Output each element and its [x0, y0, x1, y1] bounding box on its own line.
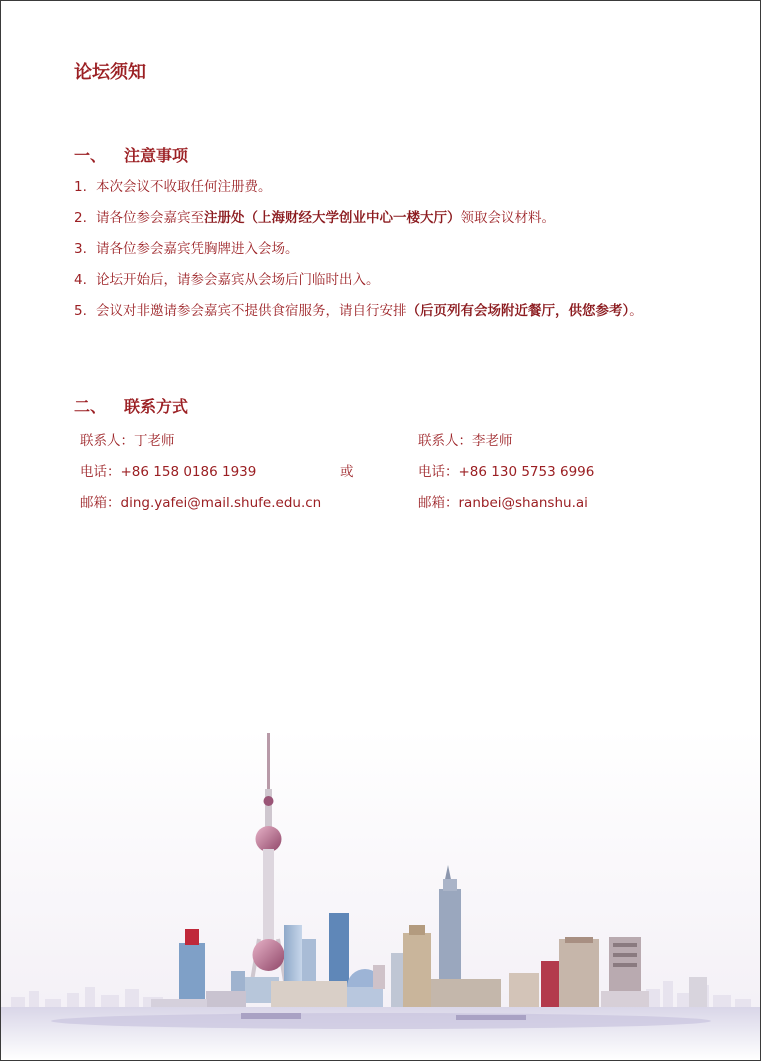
item-emphasis: （后页列有会场附近餐厅，供您参考） [406, 303, 630, 319]
item-emphasis: 注册处（上海财经大学创业中心一楼大厅） [204, 210, 461, 226]
section-number: 一、 [74, 146, 107, 165]
item-text: 请各位参会嘉宾至 [96, 210, 204, 226]
shanghai-skyline-illustration [1, 729, 760, 1060]
right-contact-email[interactable]: 邮箱：ranbei@shanshu.ai [418, 495, 588, 511]
right-contact-person: 联系人：李老师 [418, 433, 513, 449]
section-title: 联系方式 [124, 397, 189, 416]
list-item [74, 240, 643, 271]
list-item [74, 209, 643, 240]
item-text: 领取会议材料。 [460, 210, 555, 226]
or-separator: 或 [340, 464, 354, 480]
item-number: 5. [74, 303, 87, 319]
item-text: 。 [629, 303, 643, 319]
left-contact-phone: 电话：+86 158 0186 1939 [80, 464, 257, 480]
right-contact-phone: 电话：+86 130 5753 6996 [418, 464, 595, 480]
list-item [74, 178, 643, 209]
list-item [74, 271, 643, 302]
item-number: 3. [74, 241, 87, 257]
section-number: 二、 [74, 397, 107, 416]
section-contact-heading [74, 394, 188, 417]
item-number: 4. [74, 272, 87, 288]
item-text: 论坛开始后，请参会嘉宾从会场后门临时出入。 [96, 272, 380, 288]
notice-list [74, 178, 643, 333]
left-contact-email[interactable]: 邮箱：ding.yafei@mail.shufe.edu.cn [80, 495, 322, 511]
item-text: 本次会议不收取任何注册费。 [96, 179, 272, 195]
page-title: 论坛须知 [74, 62, 146, 83]
section-notice-heading [74, 143, 188, 166]
left-contact-person: 联系人：丁老师 [80, 433, 175, 449]
item-number: 1. [74, 179, 87, 195]
item-number: 2. [74, 210, 87, 226]
item-text: 会议对非邀请参会嘉宾不提供食宿服务，请自行安排 [96, 303, 407, 319]
item-text: 请各位参会嘉宾凭胸牌进入会场。 [96, 241, 299, 257]
list-item [74, 302, 643, 333]
section-title: 注意事项 [124, 146, 189, 165]
